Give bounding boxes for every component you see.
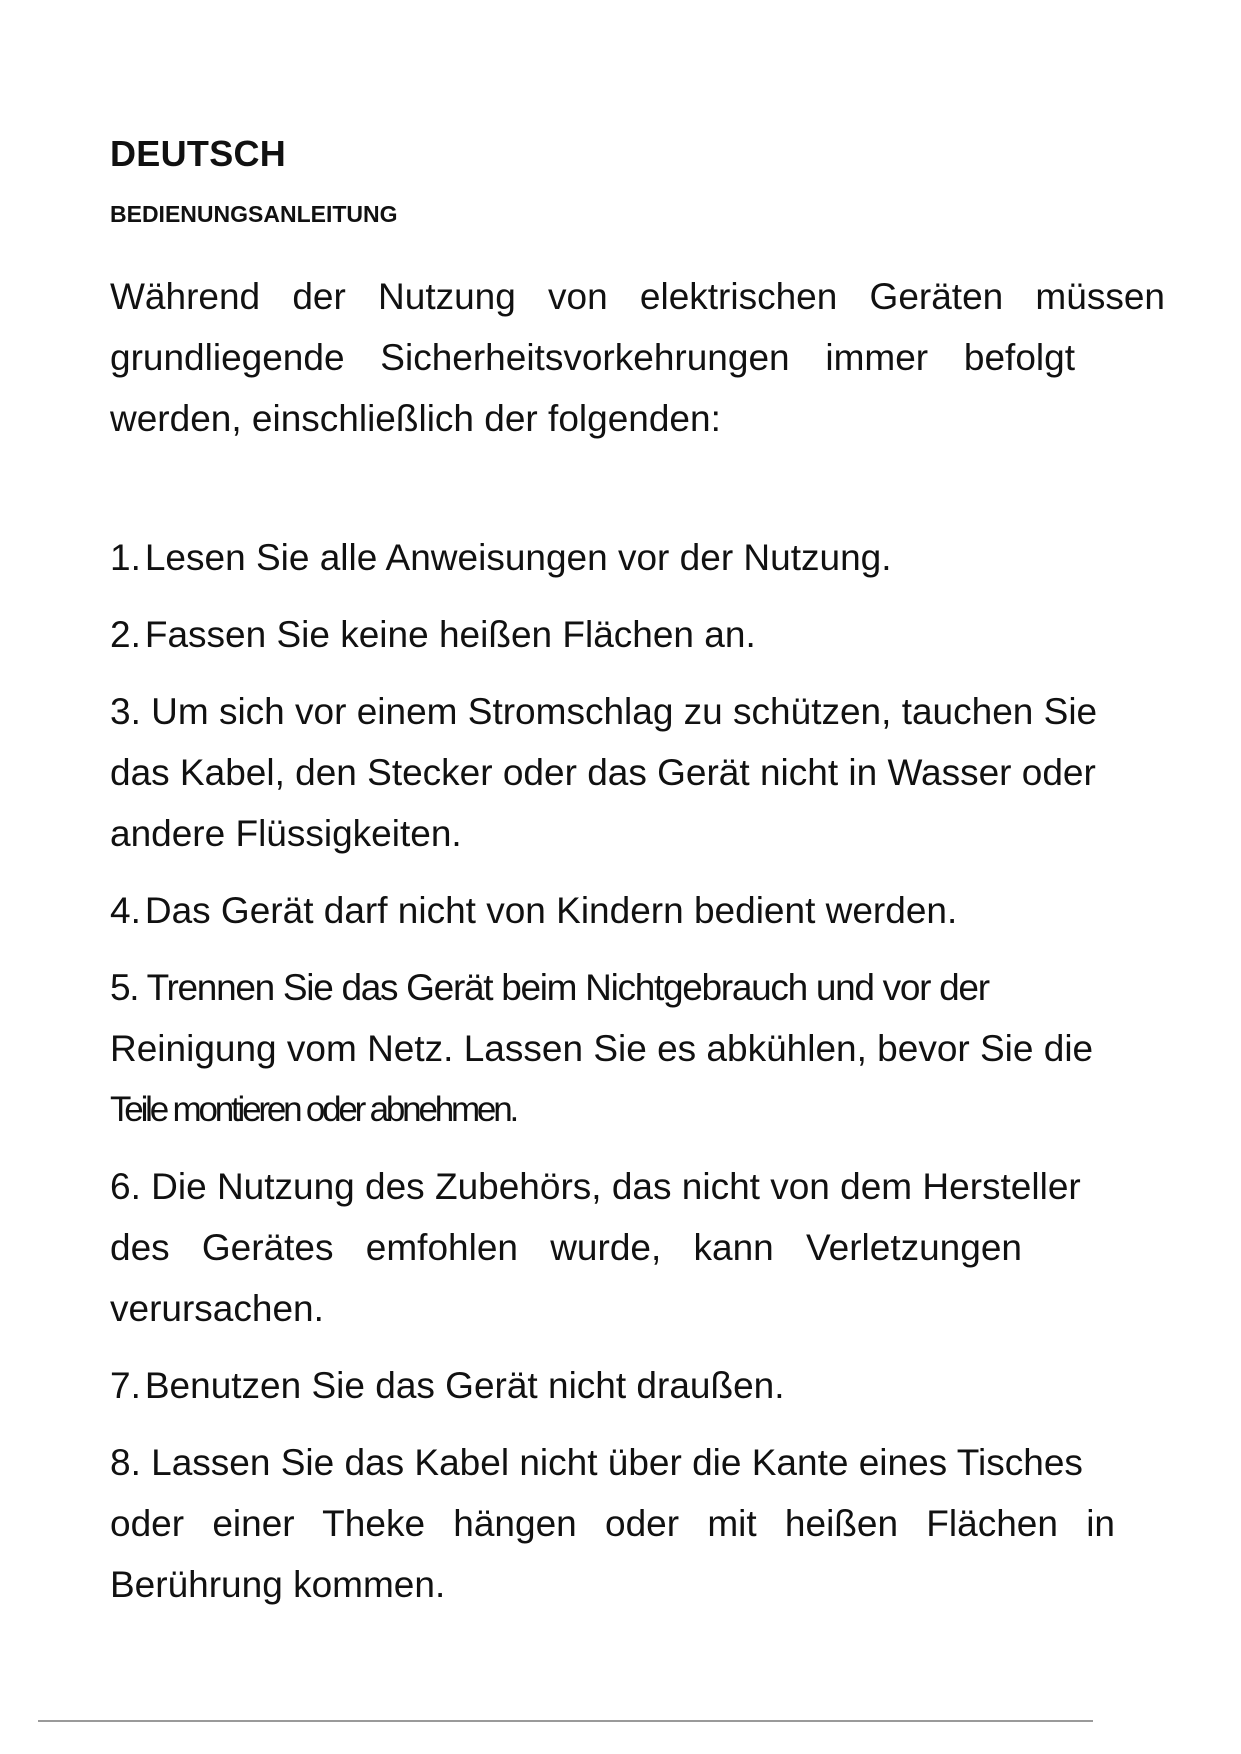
rule-text: Um sich vor einem Stromschlag zu schützen, tauchen Sie: [151, 691, 1098, 732]
rule-line: verursachen.: [110, 1288, 324, 1329]
rule-line: [110, 681, 1165, 742]
rule-number: 1.: [110, 537, 141, 578]
rule-line: das Kabel, den Stecker oder das Gerät nicht in Wasser oder: [110, 752, 1096, 793]
rule-line: des Gerätes emfohlen wurde, kann Verletzungen: [110, 1227, 1022, 1268]
safety-rule-7: [110, 1355, 1165, 1416]
rule-number: 2.: [110, 614, 141, 655]
rule-text: Das Gerät darf nicht von Kindern bedient werden.: [144, 890, 958, 931]
rule-number: 4.: [110, 890, 141, 931]
safety-rule-4: [110, 880, 1165, 941]
manual-page: [110, 132, 1165, 1631]
rule-text: Die Nutzung des Zubehörs, das nicht von dem Hersteller: [151, 1166, 1081, 1207]
intro-line: Während der Nutzung von elektrischen Geräten müssen: [110, 276, 1165, 317]
safety-rule-8: [110, 1432, 1165, 1615]
rule-text: Fassen Sie keine heißen Flächen an.: [144, 614, 756, 655]
rule-line: [110, 957, 1165, 1018]
safety-rules-list: [110, 527, 1165, 1615]
rule-line: [110, 1432, 1165, 1493]
rule-number: 3.: [110, 691, 141, 732]
safety-rule-6: [110, 1156, 1165, 1339]
intro-paragraph: [110, 266, 1165, 449]
safety-rule-3: [110, 681, 1165, 864]
safety-rule-5: [110, 957, 1165, 1140]
safety-rule-2: [110, 604, 1165, 665]
rule-number: 5.: [110, 967, 139, 1008]
intro-line: grundliegende Sicherheitsvorkehrungen immer befolgt: [110, 337, 1075, 378]
rule-line: Reinigung vom Netz. Lassen Sie es abkühlen, bevor Sie die: [110, 1028, 1094, 1069]
rule-number: 8.: [110, 1442, 141, 1483]
footer-divider: [38, 1720, 1093, 1722]
rule-line: oder einer Theke hängen oder mit heißen Flächen in: [110, 1503, 1115, 1544]
rule-line: [110, 1156, 1165, 1217]
rule-text: Lesen Sie alle Anweisungen vor der Nutzung.: [144, 537, 892, 578]
rule-number: 6.: [110, 1166, 141, 1207]
language-heading: DEUTSCH: [110, 133, 287, 174]
document-subtitle: BEDIENUNGSANLEITUNG: [110, 201, 398, 227]
intro-line: werden, einschließlich der folgenden:: [110, 398, 721, 439]
rule-text: Benutzen Sie das Gerät nicht draußen.: [144, 1365, 785, 1406]
rule-line: Berührung kommen.: [110, 1564, 446, 1605]
rule-text: Trennen Sie das Gerät beim Nichtgebrauch und vor der: [146, 967, 989, 1008]
safety-rule-1: [110, 527, 1165, 588]
rule-text: Lassen Sie das Kabel nicht über die Kante eines Tisches: [151, 1442, 1083, 1483]
rule-line: Teile montieren oder abnehmen.: [110, 1090, 516, 1129]
rule-line: andere Flüssigkeiten.: [110, 813, 462, 854]
rule-number: 7.: [110, 1365, 141, 1406]
